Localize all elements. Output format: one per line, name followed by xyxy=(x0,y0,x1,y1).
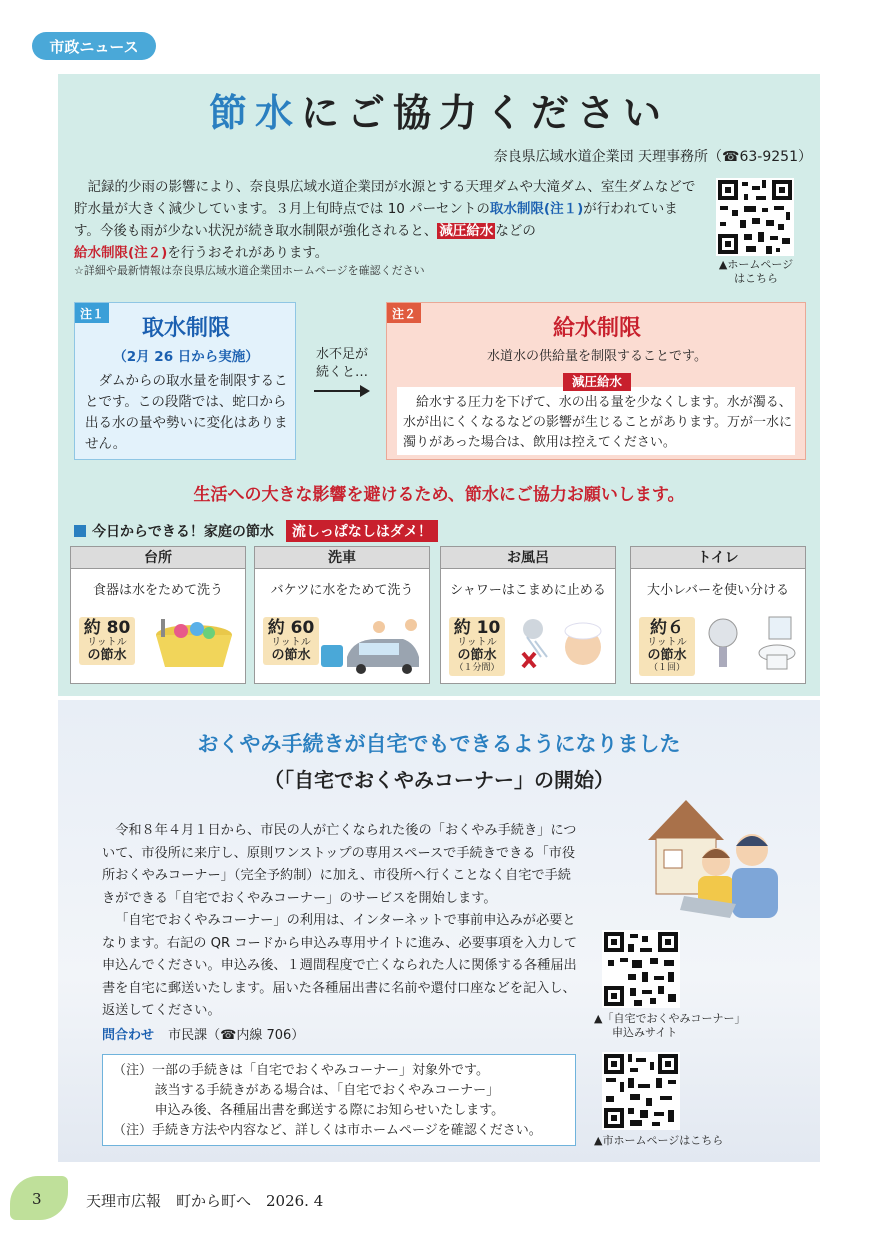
card-bath xyxy=(440,546,616,684)
contact-text: 市民課（☎内線 706） xyxy=(168,1028,305,1043)
saving-unit: リットル xyxy=(87,637,127,648)
card-saving xyxy=(449,617,505,676)
okuyami-paragraph-2: 「自宅でおくやみコーナー」の利用は、インターネットで事前申込みが必要となります。右記の QR コードから申込み専用サイトに進み、必要事項を入力して申込んでください。申込み後、１週間程度で亡くなられた人に関係する各種届出書を自宅に郵送いたします。届いた各種届出書に名前や還付口座などを記入し、返送してください。 xyxy=(102,913,578,1018)
arrow-text xyxy=(306,346,378,382)
note1-date: （2月 26 日から実施） xyxy=(113,349,259,365)
family-house-illustration xyxy=(640,792,790,924)
car-wash-icon xyxy=(319,617,423,675)
home-badge: 流しっぱなしはダメ！ xyxy=(286,520,438,542)
saving-amount: 約６ xyxy=(650,618,684,638)
footnote-1: （注）一部の手続きは「自宅でおくやみコーナー」対象外です。 xyxy=(113,1063,489,1078)
wash-basin-icon xyxy=(151,617,237,673)
okuyami-subtitle: （「自宅でおくやみコーナー」の開始） xyxy=(264,768,614,792)
card-desc: シャワーはこまめに止める xyxy=(450,583,606,598)
water-qr-caption xyxy=(696,258,816,286)
intro-badge-genatsu: 減圧給水 xyxy=(439,223,494,239)
card-carwash xyxy=(254,546,430,684)
intro-red-1: 給水制限 xyxy=(74,245,128,261)
note2-body: 水道水の供給量を制限することです。 xyxy=(487,349,707,364)
water-intro xyxy=(74,176,700,264)
card-saving xyxy=(639,617,695,676)
note2-box xyxy=(386,302,806,460)
home-saving-label xyxy=(74,520,438,542)
saving-label: の節水 xyxy=(271,648,311,663)
saving-unit: リットル xyxy=(647,637,687,648)
intro-text-4: を行うおそれがあります。 xyxy=(167,245,329,261)
card-head: お風呂 xyxy=(441,547,615,569)
okuyami-title: おくやみ手続きが自宅でもできるようになりました xyxy=(197,732,681,756)
saving-label: の節水 xyxy=(87,648,127,663)
arrow-text-1: 水不足が xyxy=(315,347,368,362)
note2-title: 給水制限 xyxy=(552,316,641,341)
city-homepage-qr-caption: ▲市ホームページはこちら xyxy=(594,1134,724,1147)
intro-text-2: が行われています。今後も雨が少ない状況が続き取水制限が強化されると、 xyxy=(74,201,678,239)
note2-tag: 注２ xyxy=(387,303,421,323)
card-desc: 食器は水をためて洗う xyxy=(92,583,223,598)
section-tag: 市政ニュース xyxy=(32,32,156,60)
intro-highlight-1: 取水制限(注１) xyxy=(489,201,584,217)
saving-amount: 約 60 xyxy=(267,618,315,638)
card-kitchen xyxy=(70,546,246,684)
card-head: 洗車 xyxy=(255,547,429,569)
title-part-b: 水 xyxy=(254,91,301,135)
card-desc: 大小レバーを使い分ける xyxy=(646,583,790,598)
square-bullet-icon xyxy=(74,525,86,537)
card-saving xyxy=(79,617,135,665)
okuyami-body xyxy=(102,820,580,1023)
contact-label: 問合わせ xyxy=(102,1028,155,1043)
main-message: 生活への大きな影響を避けるため、節水にご協力お願いします。 xyxy=(193,485,685,505)
title-part-a: 節 xyxy=(208,91,255,135)
water-org: 奈良県広域水道企業団 天理事務所（☎63-9251） xyxy=(493,149,812,165)
qr-icon xyxy=(716,178,794,256)
footer-text: 天理市広報 町から町へ 2026. 4 xyxy=(86,1192,324,1210)
note2-sub-tag: 減圧給水 xyxy=(563,373,631,391)
saving-amount: 約 80 xyxy=(83,618,131,638)
saving-unit: リットル xyxy=(457,637,497,648)
okuyami-footnote-box xyxy=(102,1054,576,1146)
intro-red-2: (注２) xyxy=(128,245,168,261)
note2-sub-body: 給水する圧力を下げて、水の出る量を少なくします。水が濁る、水が出にくくなるなどの影響が生じることがあります。万が一水に濁りがあった場合は、飲用は控えてください。 xyxy=(403,395,792,450)
footnote-2: 該当する手続きがある場合は、「自宅でおくやみコーナー」 xyxy=(154,1083,500,1098)
okuyami-paragraph-1: 令和８年４月１日から、市民の人が亡くなられた後の「おくやみ手続き」について、市役所に来庁し、原則ワンストップの専用スペースで手続きできる「市役所おくやみコーナー」（完全予約制）に加え、市役所へ行くことなく自宅で手続きができる「自宅でおくやみコーナー」のサービスを開始します。 xyxy=(102,823,577,906)
okuyami-qr-code[interactable] xyxy=(602,930,680,1008)
card-toilet xyxy=(630,546,806,684)
footnote-3: 申込み後、各種届出書を郵送する際にお知らせいたします。 xyxy=(154,1103,505,1118)
note1-body: ダムからの取水量を制限することです。この段階では、蛇口から出る水の量や勢いに変化はありません。 xyxy=(85,373,288,452)
page-number: 3 xyxy=(32,1190,42,1208)
saving-amount: 約 10 xyxy=(453,618,501,638)
qr-caption-line2: はこちら xyxy=(734,272,778,285)
arrow-right-icon xyxy=(314,390,366,392)
note1-box xyxy=(74,302,296,460)
water-qr-code[interactable] xyxy=(716,178,794,256)
saving-label: の節水 xyxy=(457,648,497,663)
card-head: トイレ xyxy=(631,547,805,569)
card-head: 台所 xyxy=(71,547,245,569)
saving-label: の節水 xyxy=(647,648,687,663)
qr-icon xyxy=(602,1052,680,1130)
note1-title: 取水制限 xyxy=(141,316,230,341)
city-homepage-qr-code[interactable] xyxy=(602,1052,680,1130)
card-desc: バケツに水をためて洗う xyxy=(270,583,414,598)
qr1-caption-line1: ▲「自宅でおくやみコーナー」 xyxy=(594,1012,746,1025)
saving-note: （１分間） xyxy=(454,663,500,673)
title-part-c: にご協力ください xyxy=(301,91,670,135)
okuyami-qr-caption xyxy=(594,1012,770,1040)
card-saving xyxy=(263,617,319,665)
okuyami-contact xyxy=(102,1024,304,1043)
intro-text-3: などの xyxy=(495,223,536,239)
intro-text-1: 記録的少雨の影響により、奈良県広域水道企業団が水源とする天理ダムや大滝ダム、室生ダムなどで貯水量が大きく減少しています。３月上旬時点では 10 パーセントの xyxy=(74,179,696,217)
intro-note: ☆詳細や最新情報は奈良県広域水道企業団ホームページを確認ください xyxy=(74,264,425,277)
shower-icon xyxy=(511,611,611,675)
footnote-4: （注）手続き方法や内容など、詳しくは市ホームページを確認ください。 xyxy=(113,1123,542,1138)
toilet-icon xyxy=(703,611,801,675)
note1-tag: 注１ xyxy=(75,303,109,323)
saving-unit: リットル xyxy=(271,637,311,648)
home-label-text: 今日からできる！家庭の節水 xyxy=(92,524,274,540)
arrow-text-2: 続くと… xyxy=(315,365,368,380)
qr-icon xyxy=(602,930,680,1008)
qr-caption-line1: ▲ホームページ xyxy=(718,258,794,271)
qr1-caption-line2: 申込みサイト xyxy=(612,1026,678,1039)
water-title xyxy=(58,82,820,137)
saving-note: （１回） xyxy=(648,663,685,673)
